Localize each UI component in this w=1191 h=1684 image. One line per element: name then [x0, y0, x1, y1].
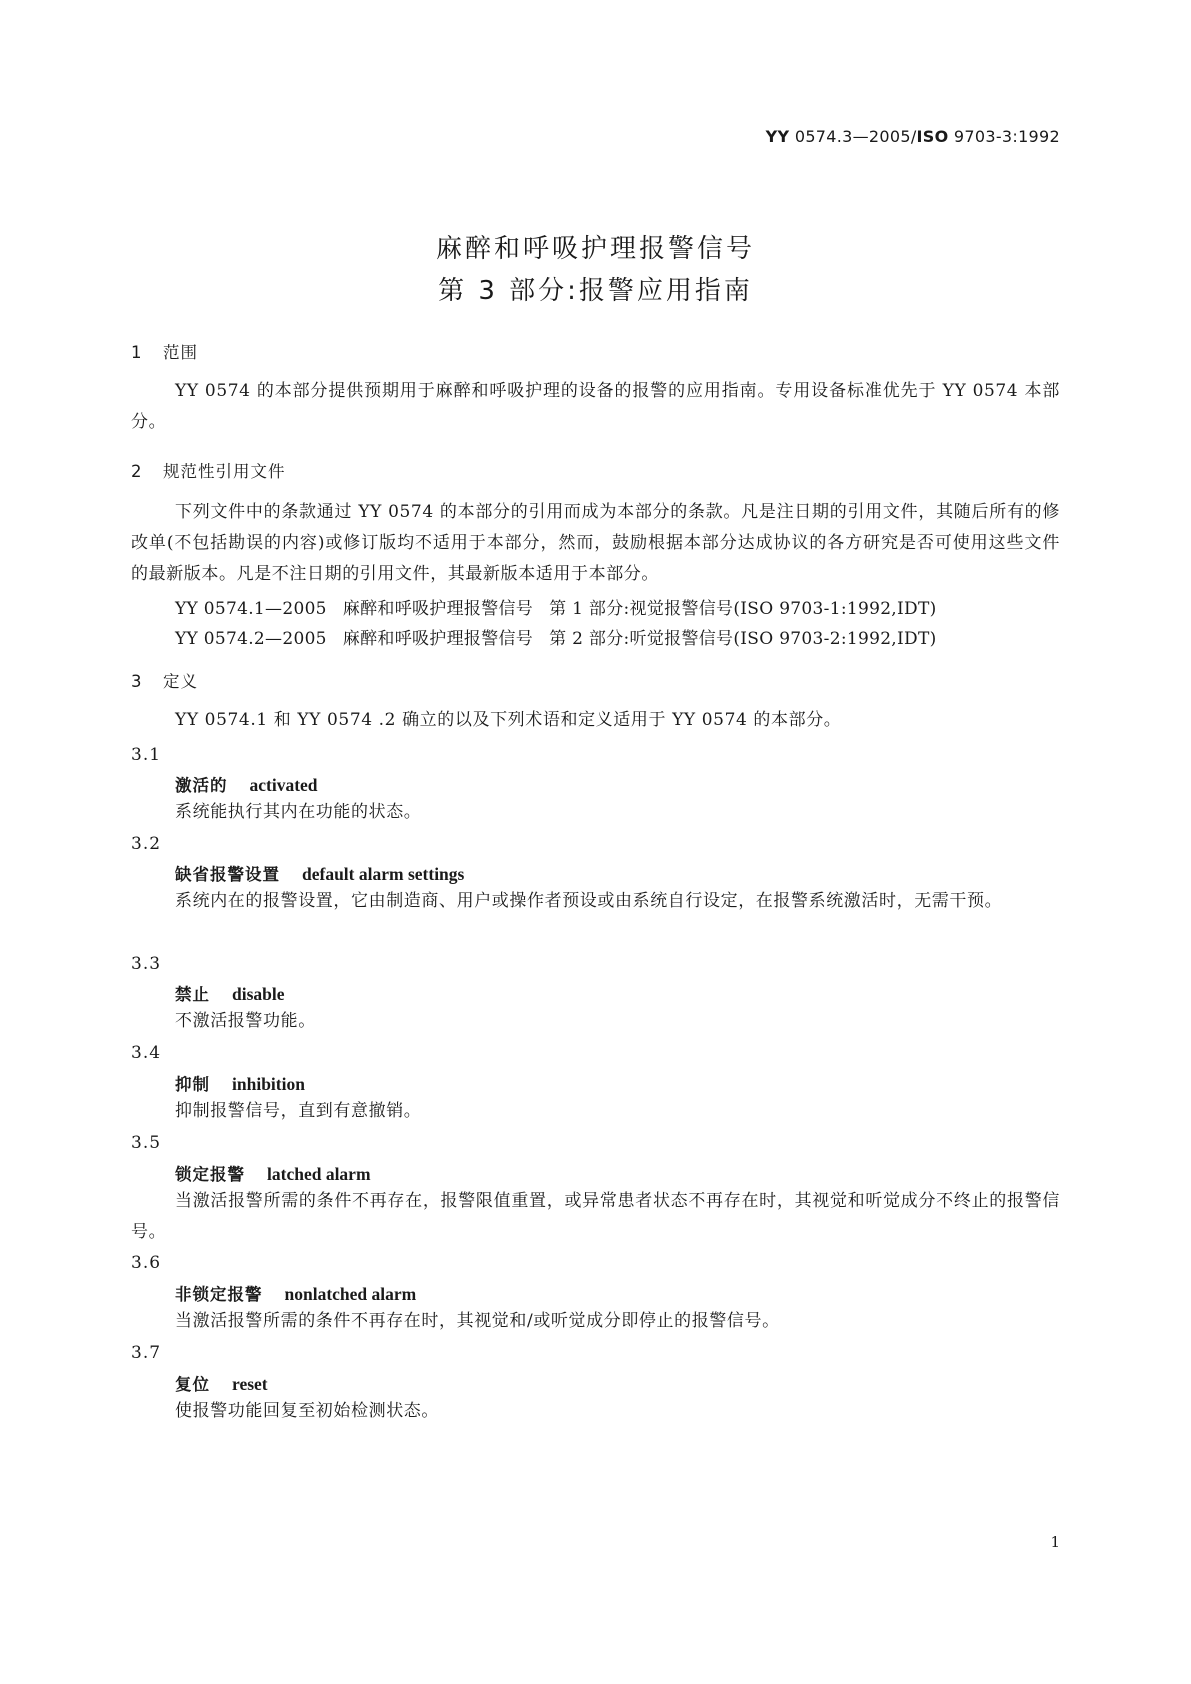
- definition-number: 3.1: [131, 745, 162, 765]
- reference-title: 麻醉和呼吸护理报警信号: [342, 629, 534, 649]
- definition-term: [175, 861, 464, 885]
- definition-description: 抑制报警信号，直到有意撤销。: [175, 1101, 422, 1121]
- code-prefix: YY: [765, 127, 790, 146]
- section-title: 范围: [163, 343, 198, 362]
- definition-number: 3.2: [131, 834, 162, 854]
- reference-code: YY 0574.2—2005: [175, 629, 327, 649]
- reference-code: YY 0574.1—2005: [175, 599, 327, 619]
- term-english: inhibition: [232, 1074, 305, 1094]
- code-main: 0574.3—2005/: [789, 127, 917, 146]
- term-chinese: 锁定报警: [175, 1165, 245, 1184]
- definition-number: 3.7: [131, 1343, 162, 1363]
- normative-reference-2: [175, 624, 937, 649]
- section-number: 3: [131, 672, 143, 691]
- definition-number: 3.3: [131, 954, 162, 974]
- iso-prefix: ISO: [916, 127, 949, 146]
- term-chinese: 缺省报警设置: [175, 865, 280, 884]
- section-title: 规范性引用文件: [163, 462, 286, 481]
- definition-term: [175, 772, 318, 796]
- definition-number: 3.6: [131, 1253, 162, 1273]
- definition-number: 3.5: [131, 1133, 162, 1153]
- definition-term: [175, 1071, 305, 1095]
- definition-description: 不激活报警功能。: [175, 1011, 316, 1031]
- title-line-1: 麻醉和呼吸护理报警信号: [435, 234, 755, 264]
- term-chinese: 非锁定报警: [175, 1285, 263, 1304]
- definition-description: 系统能执行其内在功能的状态。: [175, 802, 422, 822]
- definition-number: 3.4: [131, 1043, 162, 1063]
- section-number: 1: [131, 343, 143, 362]
- section-1-paragraph: YY 0574 的本部分提供预期用于麻醉和呼吸护理的设备的报警的应用指南。专用设备标准优先于 YY 0574 本部分。: [131, 381, 1060, 432]
- iso-main: 9703-3:1992: [948, 127, 1060, 146]
- section-heading-2: [131, 458, 286, 482]
- definition-description: 使报警功能回复至初始检测状态。: [175, 1401, 439, 1421]
- definition-term: [175, 1281, 416, 1305]
- term-english: nonlatched alarm: [284, 1284, 417, 1304]
- page-number: 1: [1050, 1533, 1060, 1551]
- definition-description: 当激活报警所需的条件不再存在时，其视觉和/或听觉成分即停止的报警信号。: [175, 1311, 780, 1331]
- term-chinese: 激活的: [175, 776, 228, 795]
- definition-term: [175, 981, 285, 1005]
- section-heading-3: [131, 668, 198, 692]
- title-line-2: 第 3 部分:报警应用指南: [438, 276, 753, 306]
- section-heading-1: [131, 339, 198, 363]
- section-title: 定义: [163, 672, 198, 691]
- term-english: disable: [232, 984, 285, 1004]
- reference-part: 第 2 部分:听觉报警信号(ISO 9703-2:1992,IDT): [549, 629, 937, 649]
- term-english: reset: [232, 1374, 268, 1394]
- normative-reference-1: [175, 594, 937, 619]
- standard-code-header: [766, 127, 1060, 146]
- term-english: default alarm settings: [302, 864, 465, 884]
- term-chinese: 禁止: [175, 985, 210, 1004]
- document-title: [0, 228, 1191, 312]
- definition-term: [175, 1161, 371, 1185]
- definition-description: 系统内在的报警设置，它由制造商、用户或操作者预设或由系统自行设定，在报警系统激活时，无需干预。: [175, 891, 1003, 911]
- term-chinese: 复位: [175, 1375, 210, 1394]
- definition-description: 当激活报警所需的条件不再存在，报警限值重置，或异常患者状态不再存在时，其视觉和听觉成分不终止的报警信号。: [131, 1191, 1060, 1242]
- term-english: activated: [249, 775, 318, 795]
- term-english: latched alarm: [267, 1164, 371, 1184]
- section-2-paragraph: 下列文件中的条款通过 YY 0574 的本部分的引用而成为本部分的条款。凡是注日期的引用文件，其随后所有的修改单(不包括勘误的内容)或修订版均不适用于本部分，然而，鼓励根据本部分达成协议的各方研究是否可使用这些文件的最新版本。凡是不注日期的引用文件，其最新版本适用于本部分。: [131, 502, 1060, 584]
- reference-title: 麻醉和呼吸护理报警信号: [342, 599, 534, 619]
- reference-part: 第 1 部分:视觉报警信号(ISO 9703-1:1992,IDT): [549, 599, 937, 619]
- term-chinese: 抑制: [175, 1075, 210, 1094]
- definition-term: [175, 1371, 268, 1395]
- section-3-paragraph: YY 0574.1 和 YY 0574 .2 确立的以及下列术语和定义适用于 YY 0574 的本部分。: [175, 710, 842, 730]
- section-number: 2: [131, 462, 143, 481]
